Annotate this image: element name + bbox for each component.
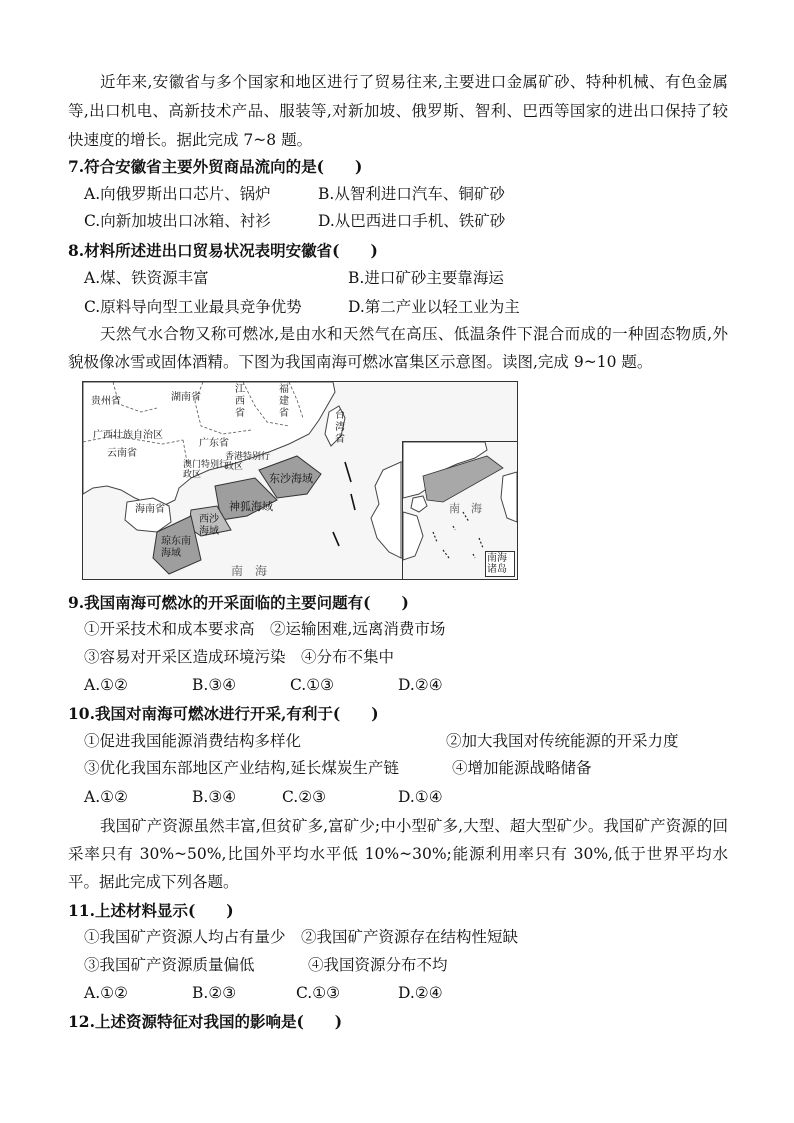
label-fujian: 福建省 (279, 384, 289, 419)
label-dongsha: 东沙海域 (269, 472, 313, 485)
south-china-sea-inset-map (402, 441, 518, 580)
q10-statement-4: ④增加能源战略储备 (452, 759, 592, 777)
q11-statement-4: ④我国资源分布不均 (308, 956, 448, 974)
q7-option-b: B.从智利进口汽车、铜矿砂 (318, 185, 505, 203)
label-xisha: 西沙海域 (199, 514, 219, 537)
label-guangxi: 广西壮族自治区 (93, 430, 163, 441)
label-hongkong: 香港特别行政区 (225, 452, 271, 472)
question-9-stem: 9.我国南海可燃冰的开采面临的主要问题有( ) (68, 593, 409, 612)
inset-label-islands: 南海诸岛 (485, 551, 515, 577)
label-shenhu: 神狐海域 (229, 500, 273, 513)
q11-option-d: D.②④ (398, 984, 443, 1002)
q11-option-a: A.①② (84, 984, 128, 1002)
q10-option-d: D.①④ (398, 788, 443, 806)
q9-statements-1: ①开采技术和成本要求高 ②运输困难,远离消费市场 (84, 620, 446, 638)
q9-statements-2: ③容易对开采区造成环境污染 ④分布不集中 (84, 648, 395, 666)
q7-option-d: D.从巴西进口手机、铁矿砂 (318, 212, 506, 230)
q10-statement-1: ①促进我国能源消费结构多样化 (84, 732, 302, 750)
inset-label-south-sea: 南 海 (449, 502, 482, 515)
question-12-stem: 12.上述资源特征对我国的影响是( ) (68, 1012, 343, 1031)
question-8-stem: 8.材料所述进出口贸易状况表明安徽省( ) (68, 241, 378, 260)
label-jiangxi: 江西省 (235, 384, 245, 419)
label-south-sea: 南 海 (231, 564, 268, 578)
q9-option-d: D.②④ (398, 676, 443, 694)
passage-combustible-ice: 天然气水合物又称可燃冰,是由水和天然气在高压、低温条件下混合而成的一种固态物质,外貌极像冰雪或固体酒精。下图为我国南海可燃冰富集区示意图。读图,完成 9~10 题。 (68, 325, 728, 371)
q11-statement-3: ③我国矿产资源质量偏低 (84, 956, 255, 974)
q8-option-c: C.原料导向型工业最具竞争优势 (84, 298, 302, 316)
q10-option-c: C.②③ (282, 788, 327, 806)
q9-option-a: A.①② (84, 676, 128, 694)
label-hainan: 海南省 (135, 504, 165, 515)
label-guangdong: 广东省 (199, 438, 229, 449)
label-taiwan: 台湾省 (335, 410, 345, 445)
q8-option-d: D.第二产业以轻工业为主 (348, 298, 520, 316)
q10-option-b: B.③④ (192, 788, 237, 806)
question-7-stem: 7.符合安徽省主要外贸商品流向的是( ) (68, 157, 363, 176)
label-qiongdongnan: 琼东南海域 (161, 536, 191, 559)
label-macau: 澳门特别行政区 (183, 460, 229, 480)
q10-option-a: A.①② (84, 788, 128, 806)
q10-statement-2: ②加大我国对传统能源的开采力度 (446, 732, 679, 750)
q11-statements-1: ①我国矿产资源人均占有量少 ②我国矿产资源存在结构性短缺 (84, 928, 519, 946)
q7-option-a: A.向俄罗斯出口芯片、锅炉 (84, 185, 271, 203)
q8-option-a: A.煤、铁资源丰富 (84, 269, 209, 287)
passage-trade: 近年来,安徽省与多个国家和地区进行了贸易往来,主要进口金属矿砂、特种机械、有色金属等,出口机电、高新技术产品、服装等,对新加坡、俄罗斯、智利、巴西等国家的进出口保持了较快速度的增长。据此完成 7~8 题。 (68, 73, 728, 149)
q11-option-b: B.②③ (192, 984, 237, 1002)
question-11-stem: 11.上述材料显示( ) (68, 901, 234, 920)
passage-mineral-resources: 我国矿产资源虽然丰富,但贫矿多,富矿少;中小型矿多,大型、超大型矿少。我国矿产资源的回采率只有 30%~50%,比国外平均水平低 10%~30%;能源利用率只有 30%,低于世界平均水平。据此完成下列各题。 (68, 817, 728, 891)
label-guizhou: 贵州省 (91, 396, 121, 407)
q10-statement-3: ③优化我国东部地区产业结构,延长煤炭生产链 (84, 759, 399, 777)
label-yunnan: 云南省 (107, 448, 137, 459)
question-10-stem: 10.我国对南海可燃冰进行开采,有利于( ) (68, 704, 379, 723)
q9-option-b: B.③④ (192, 676, 237, 694)
q8-option-b: B.进口矿砂主要靠海运 (348, 269, 504, 287)
q11-option-c: C.①③ (296, 984, 341, 1002)
q9-option-c: C.①③ (290, 676, 335, 694)
q7-option-c: C.向新加坡出口冰箱、衬衫 (84, 212, 271, 230)
label-hunan: 湖南省 (171, 392, 201, 403)
